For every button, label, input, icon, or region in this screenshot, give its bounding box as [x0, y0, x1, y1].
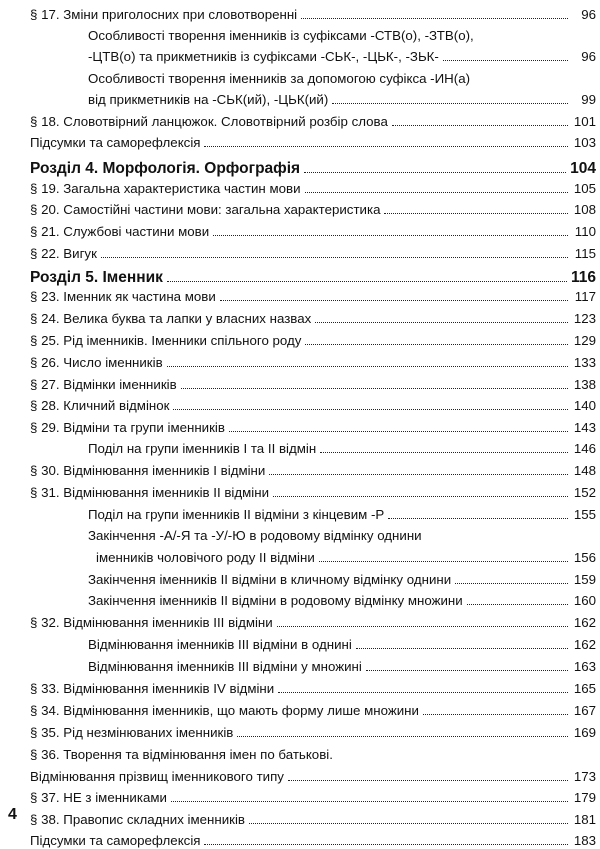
toc-entry-label: § 29. Відміни та групи іменників: [30, 420, 225, 435]
toc-entry-label: § 18. Словотвірний ланцюжок. Словотвірний розбір слова: [30, 114, 388, 129]
toc-entry-label: Поділ на групи іменників І та ІІ відмін: [88, 441, 317, 456]
toc-page-number: 163: [573, 659, 596, 674]
toc-entry: [88, 524, 596, 544]
toc-entry-label: § 22. Вигук: [30, 246, 97, 261]
toc-entry-label: § 17. Зміни приголосних при словотворенні: [30, 7, 298, 22]
toc-entry: [88, 589, 596, 609]
dot-leader: [237, 736, 568, 737]
toc-page-number: 101: [573, 114, 596, 129]
toc-entry-label: Підсумки та саморефлексія: [30, 135, 201, 150]
dot-leader: [332, 103, 568, 104]
dot-leader: [301, 18, 568, 19]
toc-entry: [30, 131, 596, 151]
toc-entry: [88, 88, 596, 108]
toc-entry-label: § 28. Кличний відмінок: [30, 398, 170, 413]
toc-page-number: 104: [570, 160, 596, 177]
toc-entry-label: Поділ на групи іменників ІІ відміни з кінцевим -Р: [88, 507, 385, 522]
dot-leader: [101, 257, 568, 258]
toc-entry: [30, 329, 596, 349]
toc-entry: [30, 699, 596, 719]
toc-entry: [30, 765, 596, 785]
dot-leader: [455, 583, 568, 584]
toc-entry: [30, 481, 596, 501]
toc-entry: [30, 110, 596, 130]
toc-entry-label: § 24. Велика буква та лапки у власних назвах: [30, 311, 312, 326]
toc-page-number: 99: [581, 92, 596, 107]
toc-entry: [30, 394, 596, 414]
dot-leader: [173, 409, 568, 410]
toc-page-number: 103: [573, 135, 596, 150]
toc-page-number: 143: [573, 420, 596, 435]
toc-entry-label: Закінчення -А/-Я та -У/-Ю в родовому відмінку однини: [88, 528, 422, 543]
toc-entry-label: § 31. Відмінювання іменників ІІ відміни: [30, 485, 270, 500]
toc-entry: [30, 198, 596, 218]
toc-entry-label: Відмінювання іменників ІІІ відміни в однині: [88, 637, 352, 652]
toc-page-number: 116: [570, 269, 596, 286]
toc-entry: [30, 786, 596, 806]
dot-leader: [277, 626, 568, 627]
toc-entry: [88, 633, 596, 653]
toc-page-number: 117: [574, 289, 596, 304]
toc-entry: [30, 307, 596, 327]
toc-section-heading: [30, 264, 596, 286]
toc-entry-label: § 25. Рід іменників. Іменники спільного роду: [30, 333, 302, 348]
toc-page-number: 146: [573, 441, 596, 456]
toc-entry: [30, 721, 596, 741]
toc-entry: [30, 677, 596, 697]
toc-entry: [30, 220, 596, 240]
dot-leader: [423, 714, 568, 715]
toc-entry-label: § 19. Загальна характеристика частин мови: [30, 181, 301, 196]
dot-leader: [304, 172, 566, 173]
dot-leader: [273, 496, 568, 497]
toc-entry-label: § 35. Рід незмінюваних іменників: [30, 725, 234, 740]
toc-entry: [88, 24, 596, 44]
toc-entry: [88, 503, 596, 523]
dot-leader: [467, 604, 568, 605]
toc-page-number: 129: [573, 333, 596, 348]
toc-entry-label: § 27. Відмінки іменників: [30, 377, 177, 392]
toc-entry-label: -ЦТВ(о) та прикметників із суфіксами -СЬК-, -ЦЬК-, -ЗЬК-: [88, 49, 439, 64]
dot-leader: [229, 431, 568, 432]
toc-entry-label: Розділ 5. Іменник: [30, 269, 163, 286]
toc-entry: [30, 743, 596, 763]
toc-entry: [30, 351, 596, 371]
toc-section-heading: [30, 155, 596, 177]
toc-entry: [88, 437, 596, 457]
toc-page-number: 108: [573, 202, 596, 217]
dot-leader: [167, 366, 568, 367]
dot-leader: [288, 780, 568, 781]
toc-page-number: 140: [573, 398, 596, 413]
dot-leader: [384, 213, 568, 214]
dot-leader: [366, 670, 568, 671]
toc-entry-label: § 26. Число іменників: [30, 355, 163, 370]
toc-entry-label: § 20. Самостійні частини мови: загальна характеристика: [30, 202, 381, 217]
dot-leader: [388, 518, 568, 519]
toc-entry-label: Підсумки та саморефлексія: [30, 833, 201, 848]
toc-page-number: 156: [573, 550, 596, 565]
toc-entry: [30, 373, 596, 393]
toc-entry-label: § 36. Творення та відмінювання імен по батькові.: [30, 747, 333, 762]
toc-entry: [30, 416, 596, 436]
toc-page-number: 96: [581, 7, 596, 22]
dot-leader: [356, 648, 568, 649]
toc-page-number: 162: [573, 615, 596, 630]
dot-leader: [171, 801, 568, 802]
toc-entry-label: § 38. Правопис складних іменників: [30, 812, 245, 827]
toc-entry-label: іменників чоловічого роду ІІ відміни: [96, 550, 315, 565]
toc-page-number: 173: [573, 769, 596, 784]
toc-entry-label: § 30. Відмінювання іменників І відміни: [30, 463, 266, 478]
toc-page-number: 110: [574, 224, 596, 239]
toc-page-number: 123: [573, 311, 596, 326]
dot-leader: [305, 192, 569, 193]
toc-entry-label: Відмінювання іменників ІІІ відміни у множині: [88, 659, 362, 674]
toc-entry-label: Особливості творення іменників за допомогою суфікса -ИН(а): [88, 71, 471, 86]
toc-entry: [30, 808, 596, 828]
toc-entry-label: від прикметників на -СЬК(ий), -ЦЬК(ий): [88, 92, 329, 107]
toc-entry: [30, 285, 596, 305]
toc-page-number: 181: [573, 812, 596, 827]
dot-leader: [305, 344, 568, 345]
toc-entry: [88, 568, 596, 588]
dot-leader: [392, 125, 568, 126]
dot-leader: [269, 474, 568, 475]
dot-leader: [181, 388, 568, 389]
dot-leader: [204, 844, 568, 845]
toc-entry: [30, 242, 596, 262]
toc-page-number: 133: [573, 355, 596, 370]
toc-page-number: 105: [573, 181, 596, 196]
toc-page-number: 96: [581, 49, 596, 64]
toc-entry: [88, 45, 596, 65]
page-number: 4: [8, 806, 17, 823]
toc-entry: [88, 67, 596, 87]
toc-page-number: 155: [573, 507, 596, 522]
toc-entry: [30, 459, 596, 479]
dot-leader: [443, 60, 568, 61]
toc-page-number: 159: [573, 572, 596, 587]
toc-entry-label: § 21. Службові частини мови: [30, 224, 210, 239]
dot-leader: [249, 823, 568, 824]
toc-page-number: 138: [573, 377, 596, 392]
toc-entry: [30, 177, 596, 197]
toc-page-number: 152: [573, 485, 596, 500]
toc-page-number: 162: [573, 637, 596, 652]
toc-entry-label: Розділ 4. Морфологія. Орфографія: [30, 160, 301, 177]
toc-entry-label: § 34. Відмінювання іменників, що мають форму лише множини: [30, 703, 419, 718]
toc-page-number: 115: [574, 246, 596, 261]
dot-leader: [167, 281, 567, 282]
toc-page-number: 167: [573, 703, 596, 718]
dot-leader: [204, 146, 568, 147]
toc-page-number: 183: [573, 833, 596, 848]
dot-leader: [320, 452, 568, 453]
dot-leader: [213, 235, 568, 236]
dot-leader: [315, 322, 568, 323]
toc-entry-label: Закінчення іменників ІІ відміни в родовому відмінку множини: [88, 593, 463, 608]
toc-page-number: 179: [573, 790, 596, 805]
toc-page-number: 165: [573, 681, 596, 696]
dot-leader: [278, 692, 568, 693]
toc-entry: [96, 546, 596, 566]
toc-entry-label: Закінчення іменників ІІ відміни в кличному відмінку однини: [88, 572, 452, 587]
toc-entry-label: § 33. Відмінювання іменників IV відміни: [30, 681, 275, 696]
toc-entry-label: § 23. Іменник як частина мови: [30, 289, 216, 304]
dot-leader: [220, 300, 568, 301]
toc-entry-label: § 32. Відмінювання іменників ІІІ відміни: [30, 615, 273, 630]
toc-entry-label: § 37. НЕ з іменниками: [30, 790, 167, 805]
toc-entry: [30, 611, 596, 631]
toc-entry: [30, 829, 596, 849]
dot-leader: [319, 561, 568, 562]
toc-page-number: 148: [573, 463, 596, 478]
toc-page-number: 160: [573, 593, 596, 608]
toc-page-number: 169: [573, 725, 596, 740]
toc-entry: [30, 3, 596, 23]
toc-entry: [88, 655, 596, 675]
toc-entry-label: Відмінювання прізвищ іменникового типу: [30, 769, 284, 784]
toc-entry-label: Особливості творення іменників із суфіксами -СТВ(о), -ЗТВ(о),: [88, 28, 474, 43]
